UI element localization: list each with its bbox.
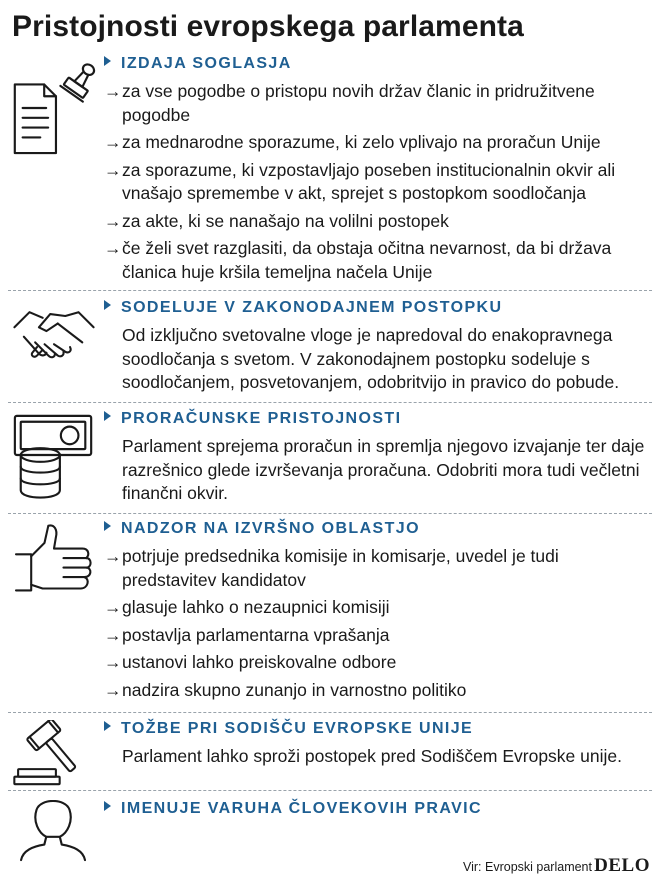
section-text: Parlament lahko sproži postopek pred Sodiščem Evropske unije. (122, 746, 622, 766)
section-heading: IMENUJE VARUHA ČLOVEKOVIH PRAVIC (104, 800, 482, 818)
section-heading: SODELUJE V ZAKONODAJNEM POSTOPKU (104, 299, 502, 317)
arrow-icon: → (104, 159, 122, 180)
section-heading: TOŽBE PRI SODIŠČU EVROPSKE UNIJE (104, 720, 473, 738)
list-item: → za sporazume, ki vzpostavljajo poseben institucionalnin okvir ali vnašajo spremembe v akt, sprejet s postopkom soodločanja (104, 159, 616, 203)
section-text: Od izključno svetovalne vloge je napredoval do enakopravnega soodločanja s svetom. V zakonodajnem postopku sodeluje s soodločanjem, posvetovanjem, odobritvijo in pravico do pobude. (122, 325, 620, 392)
gavel-icon (8, 720, 100, 788)
arrow-icon: → (104, 238, 122, 258)
list-item: → za mednarodne sporazume, ki zelo vplivajo na proračun Unije (104, 131, 650, 155)
money-coins-icon (8, 410, 100, 500)
triangle-bullet-icon (104, 411, 111, 421)
arrow-icon: → (104, 597, 122, 617)
document-stamp-icon (8, 59, 100, 157)
list-item: → ustanovi lahko preiskovalne odbore (104, 651, 650, 675)
arrow-icon: → (104, 652, 122, 672)
list-item: → postavlja parlamentarna vprašanja (104, 624, 650, 648)
arrow-icon: → (104, 679, 122, 700)
divider (8, 712, 652, 713)
section-heading: PRORAČUNSKE PRISTOJNOSTI (104, 410, 401, 428)
triangle-bullet-icon (104, 300, 111, 310)
triangle-bullet-icon (104, 721, 111, 731)
list-item: → za vse pogodbe o pristopu novih držav članic in pridružitvene pogodbe (104, 81, 595, 125)
list-item: → če želi svet razglasiti, da obstaja očitna nevarnost, da bi država članica huje kršila temeljna načela Unije (104, 238, 612, 282)
list-item: → potrjuje predsednika komisije in komisarje, uvedel je tudi predstavitev kandidatov (104, 546, 559, 590)
divider (8, 790, 652, 791)
source-credit: Vir: Evropski parlament (463, 860, 592, 874)
list-item: → nadzira skupno zunanjo in varnostno politiko (104, 679, 650, 703)
section-heading: IZDAJA SOGLASJA (104, 55, 292, 73)
handshake-icon (8, 299, 100, 365)
divider (8, 290, 652, 291)
list-item: → glasuje lahko o nezaupnici komisiji (104, 596, 650, 620)
arrow-icon: → (104, 210, 122, 231)
arrow-icon: → (104, 132, 122, 152)
section-heading: NADZOR NA IZVRŠNO OBLASTJO (104, 520, 420, 538)
triangle-bullet-icon (104, 521, 111, 531)
person-bust-icon (8, 800, 100, 862)
page-title: Pristojnosti evropskega parlamenta (12, 10, 524, 43)
divider (8, 513, 652, 514)
arrow-icon: → (104, 546, 122, 566)
arrow-icon: → (104, 624, 122, 645)
list-item: → za akte, ki se nanašajo na volilni postopek (104, 210, 650, 234)
logo: DELO (594, 855, 650, 876)
triangle-bullet-icon (104, 801, 111, 811)
triangle-bullet-icon (104, 56, 111, 66)
divider (8, 402, 652, 403)
thumbs-up-icon (8, 522, 100, 598)
arrow-icon: → (104, 81, 122, 101)
section-text: Parlament sprejema proračun in spremlja njegovo izvajanje ter daje razrešnico glede izvrševanja proračuna. Odobriti mora tudi večletni finančni okvir. (122, 436, 645, 503)
